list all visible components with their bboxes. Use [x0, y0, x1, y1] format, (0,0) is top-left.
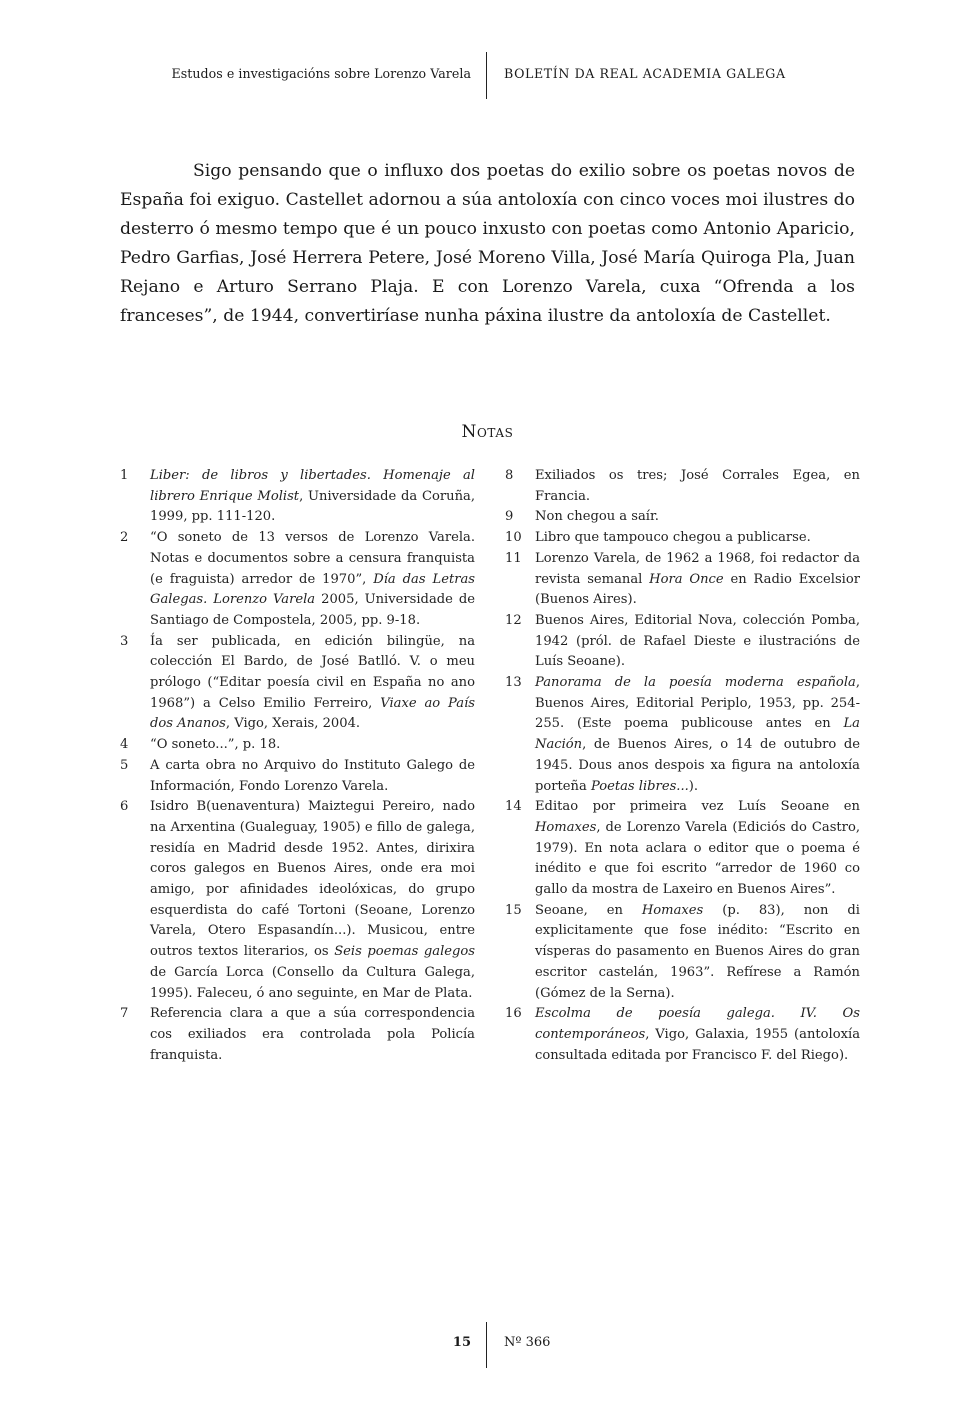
- footnote-number: 12: [505, 612, 522, 628]
- footnote: [120, 797, 475, 1004]
- footnote-number: 2: [120, 530, 129, 546]
- footnote-number: 5: [120, 757, 129, 773]
- footnote: [505, 901, 860, 1005]
- footnote-number: 11: [505, 550, 522, 566]
- body-paragraph: Sigo pensando que o influxo dos poetas do exilio sobre os poetas novos de España foi exiguo. Castellet adornou a súa antoloxía con cinco voces moi ilustres do desterro ó mesmo tempo que é un pouco inxusto con poetas como Antonio Aparicio, Pedro Garfias, José Herrera Petere, José Moreno Villa, José María Quiroga Pla, Juan Rejano e Arturo Serrano Plaja. E con Lorenzo Varela, cuxa “Ofrenda a los franceses”, de 1944, convertiríase nunha páxina ilustre da antoloxía de Castellet.: [120, 161, 855, 326]
- footnote-text: “O soneto...”, p. 18.: [150, 737, 281, 753]
- footnote-number: 15: [505, 902, 522, 918]
- footnote-number: 16: [505, 1006, 522, 1022]
- footnote: [120, 466, 475, 528]
- page-number: 15: [452, 1335, 471, 1350]
- footnote-number: 1: [120, 468, 129, 483]
- footnote-text: Buenos Aires, Editorial Nova, colección Pomba, 1942 (pról. de Rafael Dieste e ilustracións de Luís Seoane).: [535, 612, 860, 670]
- footnote-text: Non chegou a saír.: [535, 509, 659, 525]
- footnote: [505, 797, 860, 901]
- footnote-text: Liber: de libros y libertades. Homenaje al librero Enrique Molist, Universidade da Coruña, 1999, pp. 111-120.: [150, 468, 475, 525]
- footnote-number: 9: [505, 509, 514, 525]
- footnote: [505, 466, 860, 507]
- header-divider: [486, 52, 487, 99]
- footnote-number: 7: [120, 1006, 129, 1022]
- footnote-number: 14: [505, 799, 522, 815]
- footnote-number: 13: [505, 675, 522, 691]
- footnote-number: 3: [120, 633, 129, 649]
- footnote: [120, 756, 475, 797]
- footnote-text: Exiliados os tres; José Corrales Egea, en Francia.: [535, 468, 860, 504]
- footnote: [120, 735, 475, 756]
- footnote-text: Escolma de poesía galega. IV. Os contemporáneos, Vigo, Galaxia, 1955 (antoloxía consultada editada por Francisco F. del Riego).: [535, 1006, 860, 1063]
- footnote-text: Seoane, en Homaxes (p. 83), non di explicitamente que fose inédito: “Escrito en vísperas do pasamento en Buenos Aires do gran escritor castelán, 1963”. Refírese a Ramón (Gómez de la Serna).: [535, 902, 860, 1001]
- footnote-text: Editao por primeira vez Luís Seoane en Homaxes, de Lorenzo Varela (Ediciós do Castro, 1979). En nota aclara o editor que o poema é inédito e que foi escrito “arredor de 1960 co gallo da mostra de Laxeiro en Buenos Aires”.: [535, 799, 860, 898]
- footnote-text: Isidro B(uenaventura) Maiztegui Pereiro, nado na Arxentina (Gualeguay, 1905) e fillo de galega, residía en Madrid desde 1952. Antes, dirixira coros galegos en Buenos Aires, onde era moi amigo, por afinidades ideolóxicas, do grupo esquerdista do café Tortoni (Seoane, Lorenzo Varela, Otero Espasandín...). Musicou, entre outros textos literarios, os Seis poemas galegos de García Lorca (Consello da Cultura Galega, 1995). Faleceu, ó ano seguinte, en Mar de Plata.: [150, 799, 475, 1001]
- footnote: [505, 528, 860, 549]
- footnote-text: Panorama de la poesía moderna española, Buenos Aires, Editorial Periplo, 1953, pp. 254-255. (Este poema publicouse antes en La Nación, de Buenos Aires, o 14 de outubro de 1945. Dous anos despois xa figura na antoloxía porteña Poetas libres...).: [535, 675, 860, 794]
- page-footer: [0, 1322, 975, 1368]
- issue-number: Nº 366: [504, 1335, 551, 1350]
- footnote: [120, 528, 475, 632]
- header-series-title: Estudos e investigacións sobre Lorenzo Varela: [171, 66, 471, 81]
- footnote-text: A carta obra no Arquivo do Instituto Galego de Información, Fondo Lorenzo Varela.: [150, 757, 475, 794]
- footnote: [120, 632, 475, 736]
- footnote-number: 10: [505, 530, 522, 546]
- footnote-number: 6: [120, 799, 129, 815]
- footnote-text: Lorenzo Varela, de 1962 a 1968, foi redactor da revista semanal Hora Once en Radio Excelsior (Buenos Aires).: [535, 550, 860, 608]
- notes-heading: Notas: [461, 422, 514, 442]
- footnote-text: Libro que tampouco chegou a publicarse.: [535, 530, 811, 546]
- footnote: [505, 1004, 860, 1066]
- footnote: [505, 611, 860, 673]
- footnote-text: Referencia clara a que a súa correspondencia cos exiliados era controlada pola Policía franquista.: [150, 1006, 475, 1063]
- footnote-text: “O soneto de 13 versos de Lorenzo Varela. Notas e documentos sobre a censura franquista (e fraguista) arredor de 1970”, Día das Letras Galegas. Lorenzo Varela 2005, Universidade de Santiago de Compostela, 2005, pp. 9-18.: [150, 530, 476, 628]
- footnote: [505, 549, 860, 611]
- footnote: [505, 507, 860, 528]
- footer-divider: [486, 1322, 487, 1368]
- notes-column-right: [505, 466, 860, 1066]
- footnote-text: Ía ser publicada, en edición bilingüe, na colección El Bardo, de José Batlló. V. o meu prólogo (“Editar poesía civil en España no ano 1968”) a Celso Emilio Ferreiro, Viaxe ao País dos Ananos, Vigo, Xerais, 2004.: [150, 633, 475, 732]
- footnote: [120, 1004, 475, 1066]
- notes-column-left: [120, 466, 475, 1066]
- header-journal-title: BOLETÍN DA REAL ACADEMIA GALEGA: [504, 66, 786, 81]
- footnote-number: 8: [505, 468, 514, 483]
- footnote-number: 4: [120, 737, 129, 753]
- footnote: [505, 673, 860, 797]
- running-header: [0, 52, 975, 100]
